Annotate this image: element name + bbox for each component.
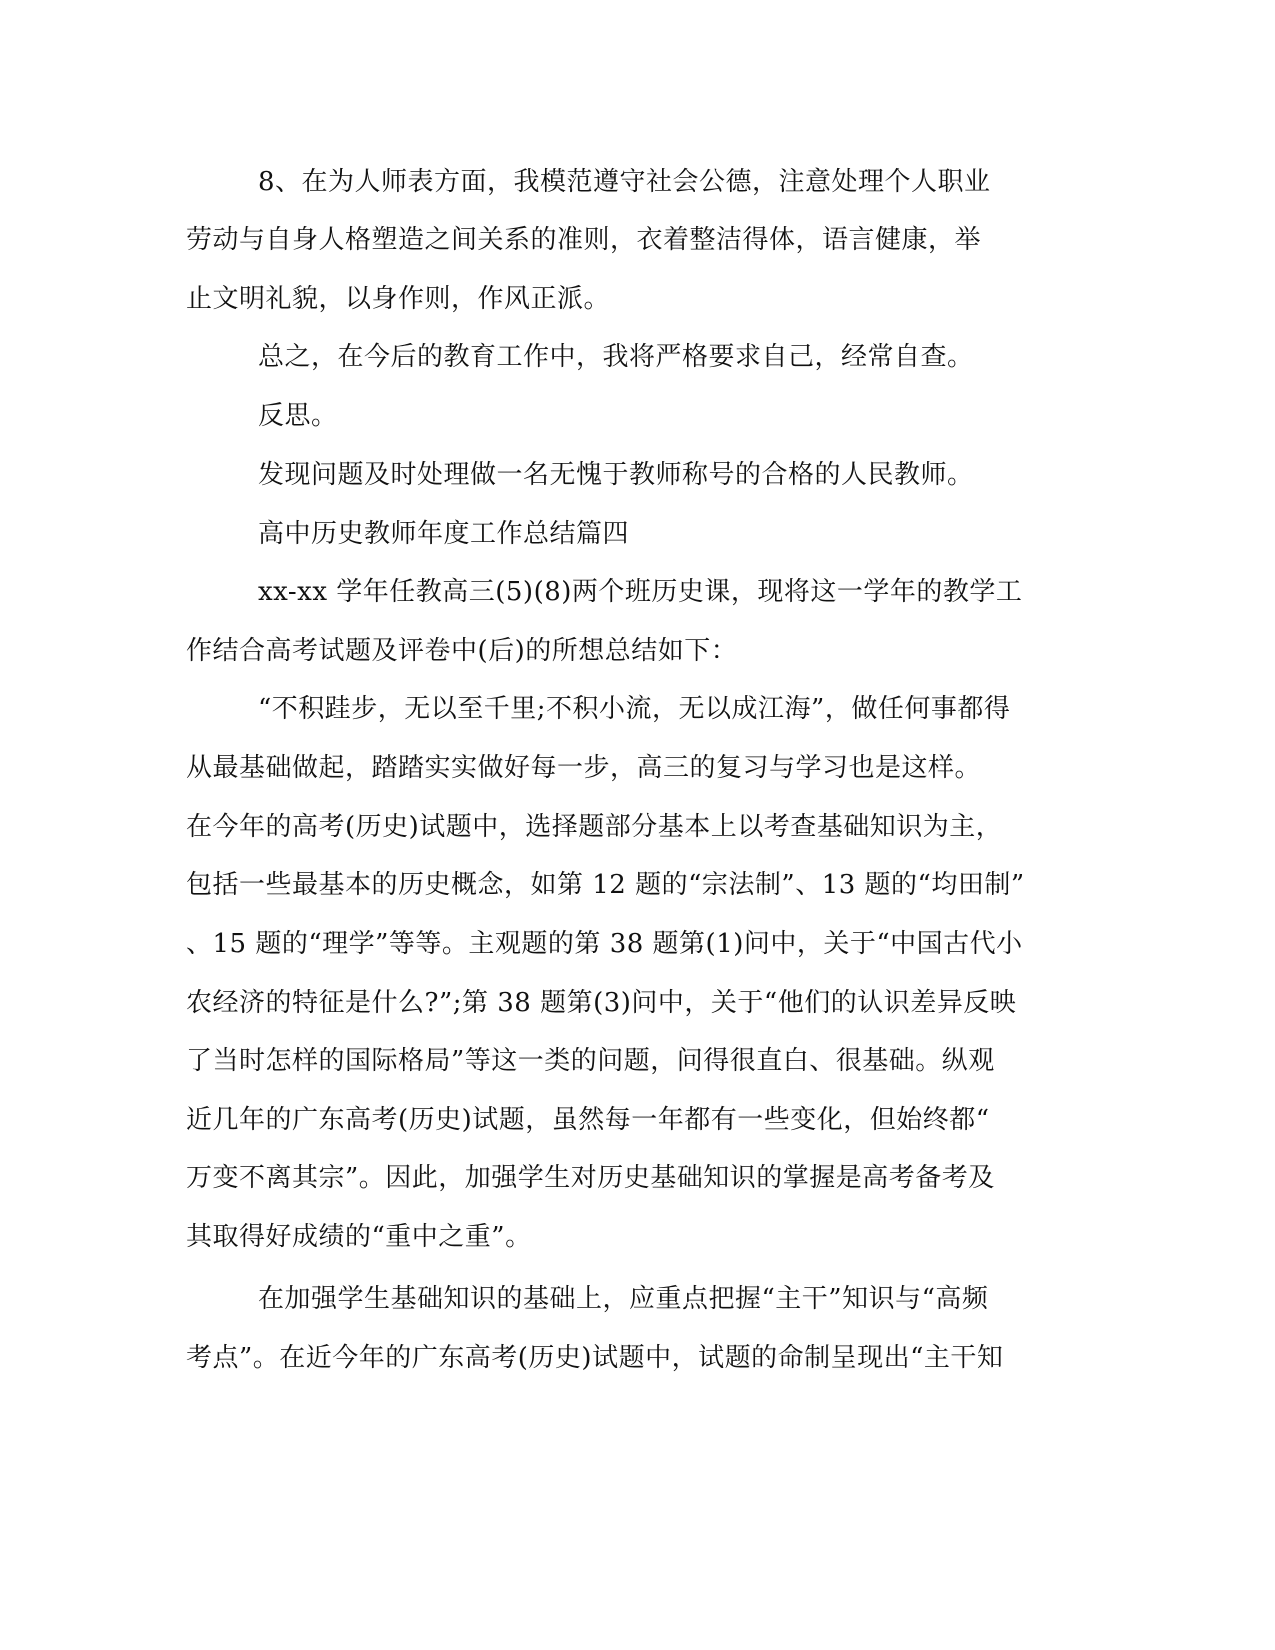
text-line: 劳动与自身人格塑造之间关系的准则，衣着整洁得体，语言健康，举 bbox=[186, 225, 982, 255]
text-line: 、15 题的“理学”等等。主观题的第 38 题第(1)问中，关于“中国古代小 bbox=[186, 929, 1023, 959]
text-line: 8、在为人师表方面，我模范遵守社会公德，注意处理个人职业 bbox=[258, 167, 991, 197]
text-line: 止文明礼貌，以身作则，作风正派。 bbox=[186, 284, 611, 314]
text-line: 作结合高考试题及评卷中(后)的所想总结如下： bbox=[186, 636, 738, 666]
text-line: 近几年的广东高考(历史)试题，虽然每一年都有一些变化，但始终都“ bbox=[186, 1105, 990, 1135]
text-line: “不积跬步，无以至千里;不积小流，无以成江海”，做任何事都得 bbox=[258, 694, 1011, 724]
text-line: 农经济的特征是什么?”;第 38 题第(3)问中，关于“他们的认识差异反映 bbox=[186, 988, 1017, 1018]
text-line: 从最基础做起，踏踏实实做好每一步，高三的复习与学习也是这样。 bbox=[186, 753, 982, 783]
text-line: 发现问题及时处理做一名无愧于教师称号的合格的人民教师。 bbox=[258, 460, 974, 490]
text-line: 反思。 bbox=[258, 401, 338, 431]
text-line: 万变不离其宗”。因此，加强学生对历史基础知识的掌握是高考备考及 bbox=[186, 1163, 995, 1193]
text-line: 在今年的高考(历史)试题中，选择题部分基本上以考查基础知识为主， bbox=[186, 812, 1003, 842]
text-line: 在加强学生基础知识的基础上，应重点把握“主干”知识与“高频 bbox=[258, 1284, 989, 1314]
text-line: 考点”。在近今年的广东高考(历史)试题中，试题的命制呈现出“主干知 bbox=[186, 1343, 1004, 1373]
text-line: 其取得好成绩的“重中之重”。 bbox=[186, 1222, 532, 1252]
text-line: 包括一些最基本的历史概念，如第 12 题的“宗法制”、13 题的“均田制” bbox=[186, 870, 1025, 900]
text-line: 了当时怎样的国际格局”等这一类的问题，问得很直白、很基础。纵观 bbox=[186, 1046, 995, 1076]
text-line: xx-xx 学年任教高三(5)(8)两个班历史课，现将这一学年的教学工 bbox=[258, 577, 1023, 607]
section-heading: 高中历史教师年度工作总结篇四 bbox=[258, 519, 630, 549]
text-line: 总之，在今后的教育工作中，我将严格要求自己，经常自查。 bbox=[258, 342, 974, 372]
